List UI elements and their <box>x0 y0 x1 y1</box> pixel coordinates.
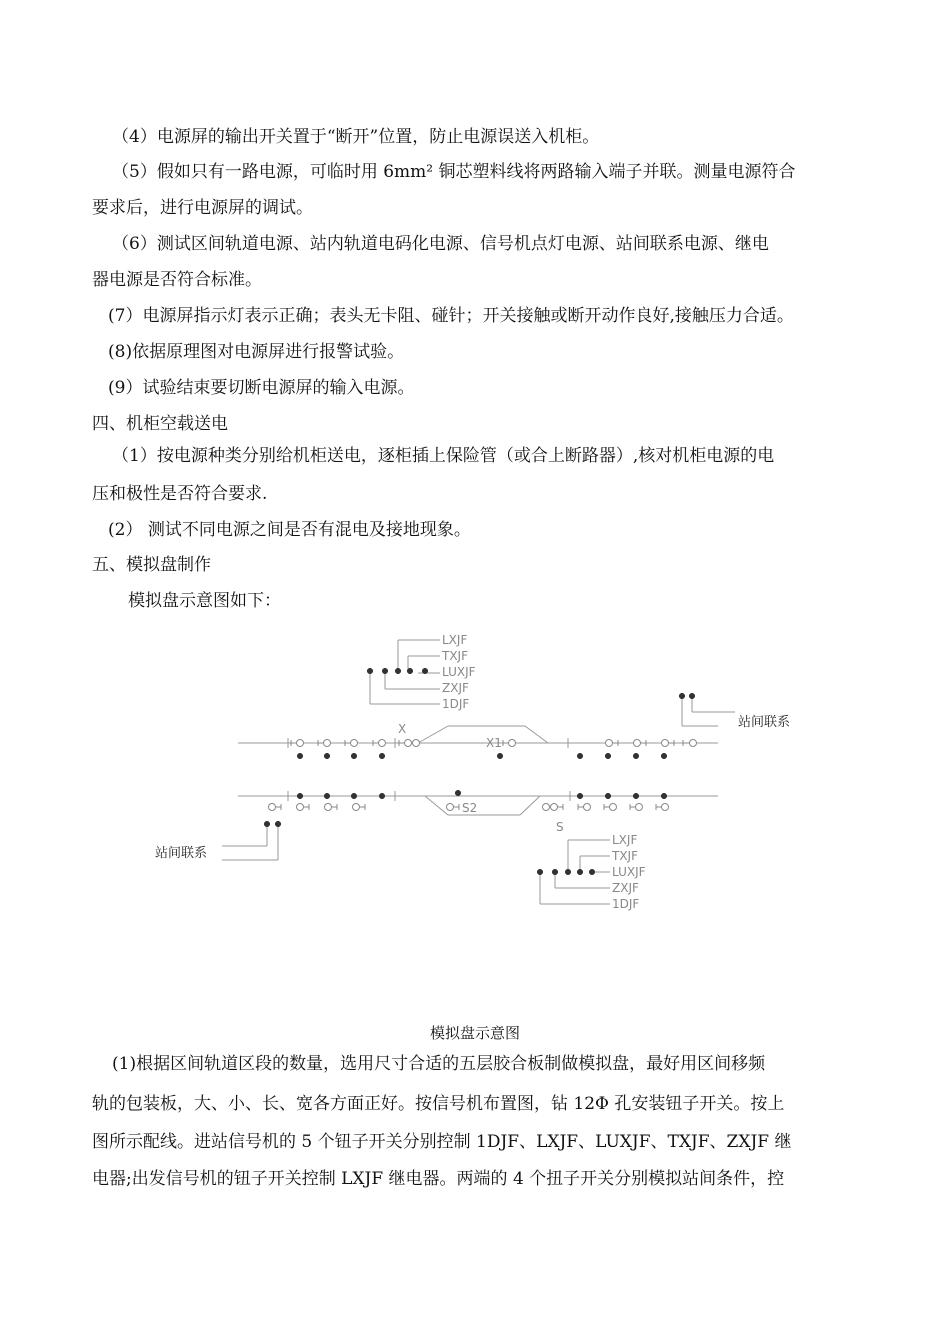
signal-icon <box>543 804 564 811</box>
signal-icon <box>297 804 310 811</box>
relay-label: 1DJF <box>442 697 470 711</box>
paragraph-line: 模拟盘示意图如下： <box>128 591 281 611</box>
relay-label: ZXJF <box>442 681 469 695</box>
station-link-label: 站间联系 <box>155 846 208 861</box>
paragraph-line: （4）电源屏的输出开关置于“断开”位置，防止电源误送入机柜。 <box>112 127 600 147</box>
signal-icon <box>634 740 647 747</box>
signal-icon <box>662 740 675 747</box>
signal-icon <box>604 804 617 811</box>
paragraph-line: 图所示配线。进站信号机的 5 个钮子开关分别控制 1DJF、LXJF、LUXJF、TXJF、ZXJF 继 <box>92 1132 792 1152</box>
signal-icon <box>325 804 338 811</box>
relay-label: LUXJF <box>612 865 646 879</box>
paragraph-line: 器电源是否符合标准。 <box>92 270 262 290</box>
toggle-switch-icon <box>264 821 281 827</box>
paragraph-line: （5）假如只有一路电源，可临时用 6mm² 铜芯塑料线将两路输入端子并联。测量电源符合 <box>112 162 796 182</box>
toggle-switch-icon <box>537 869 595 875</box>
toggle-switch-icon <box>679 693 695 699</box>
signal-label: S2 <box>462 801 478 815</box>
relay-label: LXJF <box>442 633 468 647</box>
signal-icon <box>683 740 697 747</box>
paragraph-line: (9）试验结束要切断电源屏的输入电源。 <box>108 378 415 398</box>
signal-icon <box>345 740 358 747</box>
signal-label: X <box>398 722 407 736</box>
paragraph-line: 轨的包装板，大、小、长、宽各方面正好。按信号机布置图，钻 12Φ 孔安装钮子开关。按上 <box>92 1094 785 1114</box>
signal-icon <box>399 740 420 747</box>
paragraph-line: 要求后，进行电源屏的调试。 <box>92 198 313 218</box>
section-heading: 五、模拟盘制作 <box>92 555 211 575</box>
paragraph-line: （1）按电源种类分别给机柜送电，逐柜插上保险管（或合上断路器）,核对机柜电源的电 <box>112 446 775 466</box>
paragraph-line: (2） 测试不同电源之间是否有混电及接地现象。 <box>108 520 471 540</box>
section-heading: 四、机柜空载送电 <box>92 414 228 434</box>
paragraph-line: （6）测试区间轨道电源、站内轨道电码化电源、信号机点灯电源、站间联系电源、继电 <box>112 234 769 254</box>
figure-caption: 模拟盘示意图 <box>429 1024 520 1042</box>
relay-label: ZXJF <box>612 881 639 895</box>
relay-label: LUXJF <box>442 665 476 679</box>
signal-icon <box>318 740 331 747</box>
relay-label: TXJF <box>612 849 638 863</box>
relay-label: LXJF <box>612 833 638 847</box>
signal-icon <box>447 804 460 811</box>
paragraph-line: (7）电源屏指示灯表示正确；表头无卡阻、碰针；开关接触或断开动作良好,接触压力合适。 <box>108 306 794 326</box>
signal-label: S <box>556 820 564 834</box>
signal-icon <box>578 804 591 811</box>
paragraph-line: 压和极性是否符合要求. <box>92 484 268 504</box>
signal-icon <box>630 804 643 811</box>
toggle-switch-icon <box>297 753 503 759</box>
paragraph-line: (1)根据区间轨道区段的数量，选用尺寸合适的五层胶合板制做模拟盘，最好用区间移频 <box>112 1054 766 1074</box>
signal-icon <box>656 804 669 811</box>
signal-icon <box>291 740 304 747</box>
toggle-switch-icon <box>297 790 461 799</box>
signal-icon <box>353 804 366 811</box>
toggle-switch-icon <box>577 753 667 759</box>
signal-icon <box>503 740 516 747</box>
relay-label: TXJF <box>442 649 468 663</box>
signal-icon <box>606 740 619 747</box>
station-link-label: 站间联系 <box>738 715 791 730</box>
signal-label: X1 <box>486 736 502 750</box>
paragraph-line: 电器;出发信号机的钮子开关控制 LXJF 继电器。两端的 4 个扭子开关分别模拟站间条件，控 <box>92 1169 785 1189</box>
signal-icon <box>269 804 282 811</box>
relay-label: 1DJF <box>612 897 640 911</box>
paragraph-line: (8)依据原理图对电源屏进行报警试验。 <box>108 342 405 362</box>
signal-icon <box>373 740 386 747</box>
